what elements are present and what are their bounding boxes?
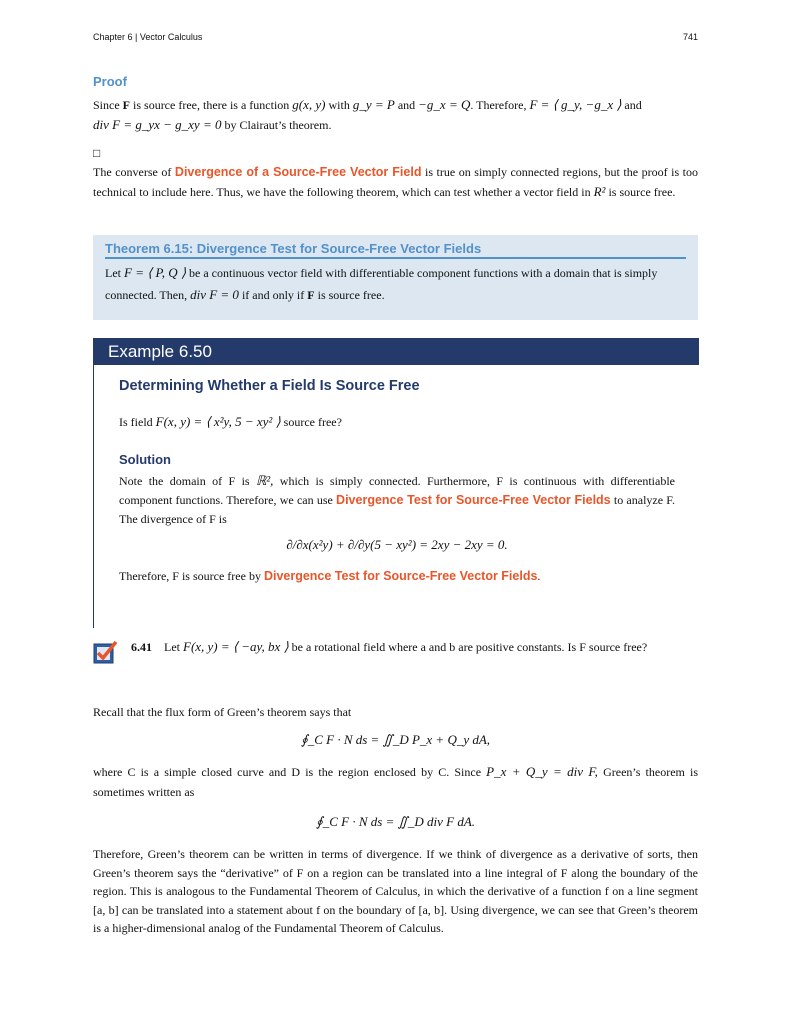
solution-text [119, 471, 675, 529]
green-paragraph-2 [93, 762, 698, 802]
math: div F = g_yx − g_xy = 0 [93, 117, 222, 132]
text: by Clairaut’s theorem. [221, 118, 332, 132]
text: is source free. [314, 288, 385, 302]
text: and [621, 98, 642, 112]
text: The converse of [93, 165, 175, 179]
math: g_y = P [352, 97, 395, 112]
qed-symbol: □ [93, 146, 101, 160]
example-box [93, 338, 699, 628]
solution-conclusion [119, 569, 675, 584]
theorem-title: Theorem 6.15: Divergence Test for Source-Free Vector Fields [105, 241, 686, 259]
text: be a continuous vector field with differentiable component functions with a domain that is simply connected. Then, [105, 266, 658, 302]
green-intro: Recall that the flux form of Green’s theorem says that [93, 705, 352, 719]
solution-heading: Solution [119, 452, 171, 467]
text: is true on simply connected regions, but the proof is too technical to include here. Thus, we have the following theorem, which can test whether a vector field in [93, 165, 698, 199]
math: F = ⟨ g_y, −g_x ⟩ [529, 97, 622, 112]
checkpoint-icon [93, 640, 117, 664]
math: F = ⟨ P, Q ⟩ [124, 265, 187, 280]
text: Is field [119, 415, 156, 429]
math: P_x + Q_y = div F, [486, 764, 598, 779]
math: F(x, y) = ⟨ x²y, 5 − xy² ⟩ [155, 414, 281, 429]
text: . Therefore, [470, 98, 530, 112]
text: Let [105, 266, 124, 280]
text: Green’s theorem is sometimes written as [93, 765, 698, 799]
math: ℝ², [255, 473, 274, 488]
text: . [537, 569, 541, 583]
text: Note the domain of F is [119, 474, 256, 488]
text: source free? [280, 415, 342, 429]
example-label: Example 6.50 [94, 338, 699, 365]
theorem-box [93, 235, 698, 320]
green-paragraph-3: Therefore, Green’s theorem can be written in terms of divergence. If we think of divergence as a derivative of sorts, then Green’s theorem says the “derivative” of F on a region can be translated into a line integral of F along the boundary of the region. This is analogous to the Fundamental Theorem of Calculus, in which the derivative of a function f on a line segment [a, b] can be translated into a statement about f on the boundary of [a, b]. Using divergence, we can see that Green’s theorem is a higher-dimensional analog of the Fundamental Theorem of Calculus. [93, 847, 698, 935]
text: to analyze F. The divergence of F is [119, 493, 675, 526]
example-title: Determining Whether a Field Is Source Free [119, 378, 420, 394]
text: is source free, there is a function [130, 98, 293, 112]
converse-paragraph [93, 162, 698, 202]
chapter-header: Chapter 6 | Vector Calculus [93, 32, 203, 42]
text: and [394, 98, 419, 112]
theorem-text [105, 262, 686, 306]
text: if and only if [238, 288, 308, 302]
checkpoint-number: 6.41 [131, 640, 152, 654]
green-equation-1: ∮_C F · N ds = ∬_D P_x + Q_y dA, [300, 732, 491, 747]
text: F [122, 98, 131, 112]
text: is source free. [605, 185, 676, 199]
math: g(x, y) [292, 97, 326, 112]
math: R² [593, 184, 606, 199]
proof-text [93, 95, 698, 135]
text: with [325, 98, 353, 112]
text: Therefore, F is source free by [119, 569, 264, 583]
divergence-link[interactable]: Divergence of a Source-Free Vector Field [174, 165, 422, 179]
text: be a rotational field where a and b are positive constants. Is F source free? [288, 640, 648, 654]
text: which is simply connected. Furthermore, F is continuous with differentiable component functions. Therefore, we can use [119, 474, 675, 507]
text: where C is a simple closed curve and D is the region enclosed by C. Since [93, 765, 487, 779]
math: F(x, y) = ⟨ −ay, bx ⟩ [183, 639, 289, 654]
text: F [307, 288, 315, 302]
divergence-equation: ∂/∂x(x²y) + ∂/∂y(5 − xy²) = 2xy − 2xy = 0. [286, 537, 508, 552]
text: Since [93, 98, 123, 112]
divergence-test-link-2[interactable]: Divergence Test for Source-Free Vector Fields [263, 569, 538, 583]
proof-heading: Proof [93, 74, 127, 89]
math: div F = 0 [190, 287, 239, 302]
math: −g_x = Q [418, 97, 471, 112]
checkpoint-text [131, 637, 701, 657]
divergence-test-link[interactable]: Divergence Test for Source-Free Vector Fields [336, 493, 611, 507]
page-number: 741 [682, 32, 698, 42]
text: Let [164, 640, 183, 654]
green-equation-2: ∮_C F · N ds = ∬_D div F dA. [315, 814, 476, 829]
example-question [119, 414, 675, 430]
